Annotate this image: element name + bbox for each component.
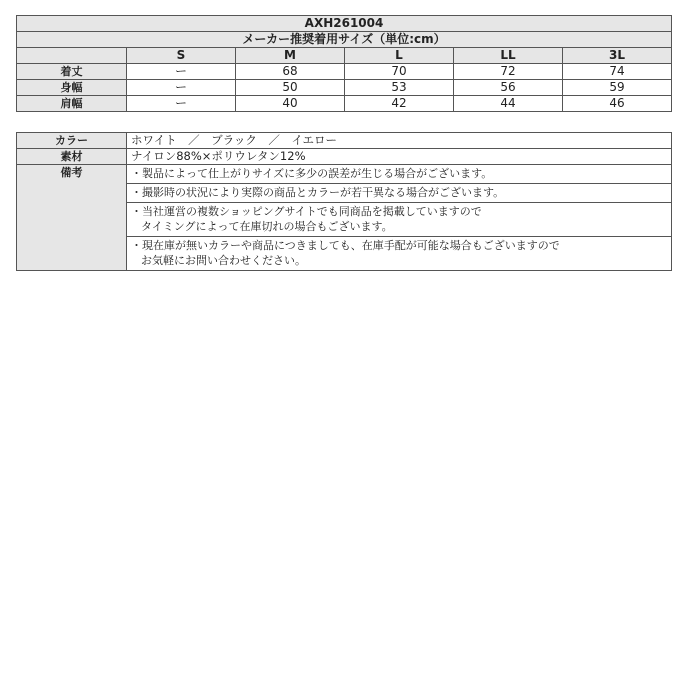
table-row: [17, 64, 672, 80]
table-cell: 59: [563, 80, 672, 96]
table-cell: 53: [345, 80, 454, 96]
row-label-width: 身幅: [17, 80, 127, 96]
model-number: AXH261004: [17, 16, 672, 32]
table-cell: 70: [345, 64, 454, 80]
table-cell: 50: [236, 80, 345, 96]
table-cell: 42: [345, 96, 454, 112]
size-header-l: L: [345, 48, 454, 64]
note-line: ・当社運営の複数ショッピングサイトでも同商品を掲載していますので: [131, 205, 482, 218]
material-label: 素材: [17, 149, 127, 165]
table-cell: ー: [127, 96, 236, 112]
note-line: タイミングによって在庫切れの場合もございます。: [141, 220, 393, 233]
table-cell: ー: [127, 80, 236, 96]
notes-label: 備考: [17, 165, 127, 271]
table-cell: 74: [563, 64, 672, 80]
color-value: ホワイト ／ ブラック ／ イエロー: [127, 133, 672, 149]
note-item: [127, 203, 672, 237]
table-cell: 68: [236, 64, 345, 80]
size-header-ll: LL: [454, 48, 563, 64]
info-table: [16, 132, 672, 271]
table-row: [17, 80, 672, 96]
color-label: カラー: [17, 133, 127, 149]
table-cell: ー: [127, 64, 236, 80]
table-row: [17, 149, 672, 165]
size-header-blank: [17, 48, 127, 64]
material-value: ナイロン88%×ポリウレタン12%: [127, 149, 672, 165]
table-row: [17, 133, 672, 149]
note-item: [127, 184, 672, 203]
table-cell: 46: [563, 96, 672, 112]
size-header-row: [17, 48, 672, 64]
note-line: お気軽にお問い合わせください。: [141, 254, 306, 267]
size-table: [16, 15, 672, 112]
note-line: ・現在庫が無いカラーや商品につきましても、在庫手配が可能な場合もございますので: [131, 239, 560, 252]
table-cell: 44: [454, 96, 563, 112]
note-item: [127, 237, 672, 271]
size-header-m: M: [236, 48, 345, 64]
note-line: ・撮影時の状況により実際の商品とカラーが若干異なる場合がございます。: [131, 186, 505, 199]
table-row: [17, 96, 672, 112]
table-row: [17, 165, 672, 184]
size-header-3l: 3L: [563, 48, 672, 64]
row-label-shoulder: 肩幅: [17, 96, 127, 112]
table-cell: 40: [236, 96, 345, 112]
size-header-s: S: [127, 48, 236, 64]
note-line: ・製品によって仕上がりサイズに多少の誤差が生じる場合がございます。: [131, 167, 493, 180]
table-cell: 72: [454, 64, 563, 80]
size-table-subtitle: メーカー推奨着用サイズ（単位:cm）: [17, 32, 672, 48]
row-label-length: 着丈: [17, 64, 127, 80]
table-cell: 56: [454, 80, 563, 96]
note-item: [127, 165, 672, 184]
